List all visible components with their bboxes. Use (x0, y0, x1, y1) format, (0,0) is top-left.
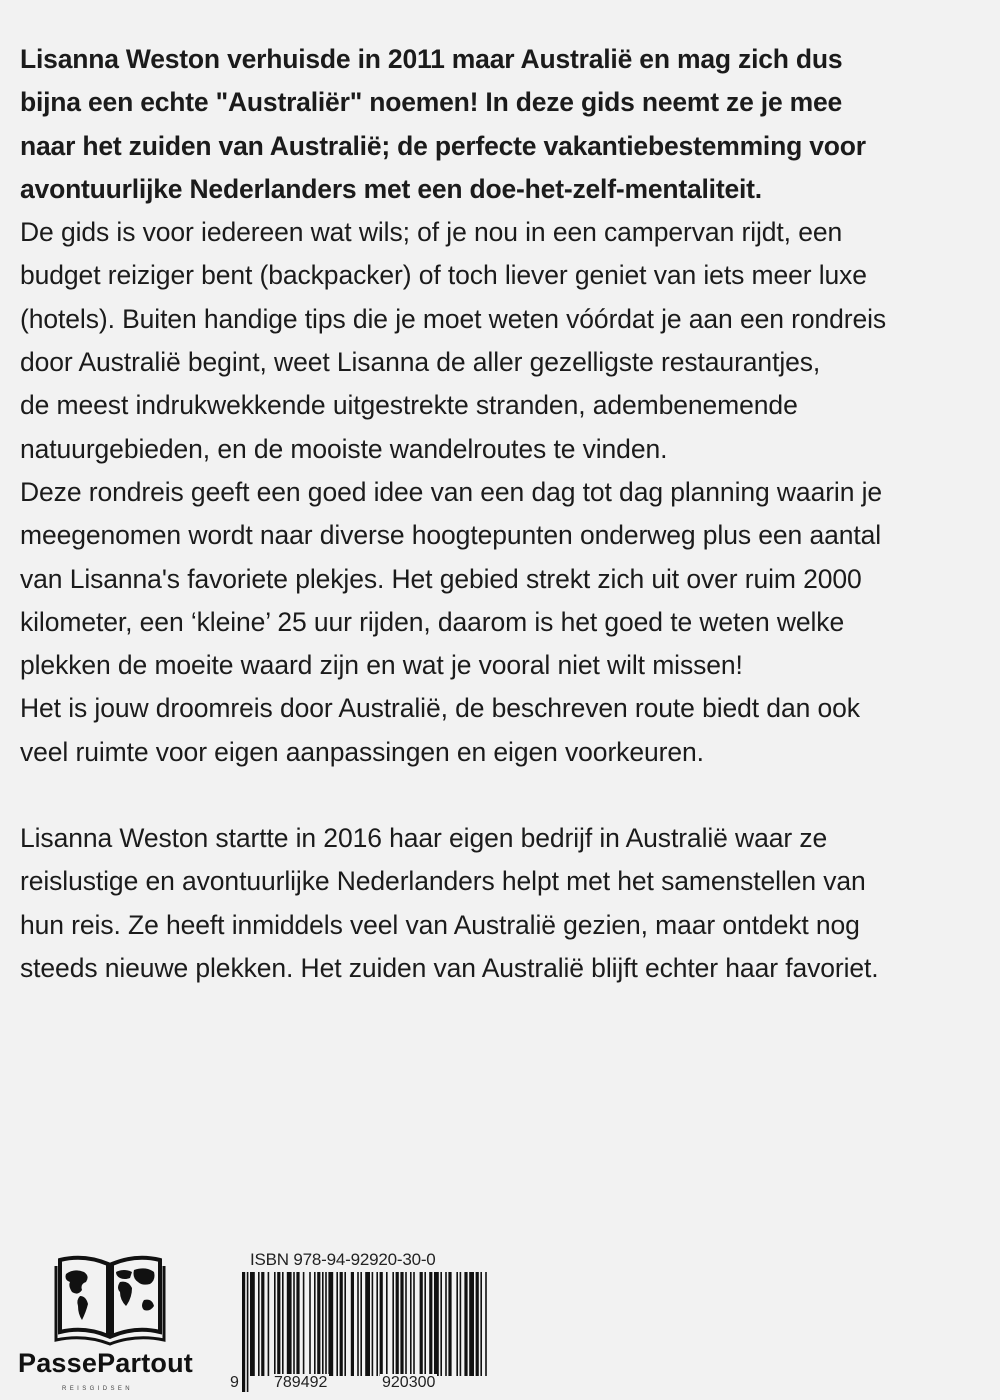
author-bio-line: hun reis. Ze heeft inmiddels veel van Australië gezien, maar ontdekt nog (20, 909, 860, 940)
barcode-bar (429, 1272, 432, 1376)
barcode-bar (274, 1272, 276, 1376)
barcode-bar (287, 1272, 292, 1376)
publisher-tagline: REISGIDSEN (62, 1386, 134, 1392)
barcode-bar (434, 1272, 439, 1376)
barcode-bar (476, 1272, 479, 1376)
barcode-bar (420, 1272, 423, 1376)
isbn-barcode (228, 1250, 508, 1400)
body-line: De gids is voor iedereen wat wils; of je nou in een campervan rijdt, een (20, 217, 843, 248)
barcode-digit-group: 789492 (274, 1374, 328, 1391)
author-bio-line: Lisanna Weston startte in 2016 haar eigen bedrijf in Australië waar ze (20, 823, 828, 854)
barcode-bar (365, 1272, 370, 1376)
barcode-bar (485, 1272, 487, 1376)
barcode-bar (261, 1272, 264, 1376)
barcode-bar (392, 1272, 394, 1376)
author-bio-line: steeds nieuwe plekken. Het zuiden van Australië blijft echter haar favoriet. (20, 952, 879, 983)
body-line: (hotels). Buiten handige tips die je moet weten vóórdat je aan een rondreis (20, 303, 887, 334)
barcode-bar (445, 1272, 447, 1376)
publisher-name: PassePartout (18, 1348, 193, 1378)
barcode-bar (247, 1272, 249, 1392)
barcode-bar (303, 1272, 305, 1376)
blurb-text (20, 38, 980, 990)
barcode-bar (410, 1272, 412, 1376)
barcode-bar (351, 1272, 354, 1376)
barcode-bar (480, 1272, 482, 1376)
barcode-bar (336, 1272, 338, 1376)
barcode-bar (386, 1272, 388, 1376)
barcode-bar (328, 1272, 333, 1376)
barcode-bar (372, 1272, 374, 1376)
barcode-bar (448, 1272, 451, 1376)
lead-line: naar het zuiden van Australië; de perfecte vakantiebestemming voor (20, 130, 866, 161)
barcode-bar (360, 1272, 362, 1376)
body-line: natuurgebieden, en de mooiste wandelroutes te vinden. (20, 433, 668, 464)
body-line: meegenomen wordt naar diverse hoogtepunten onderweg plus een aantal (20, 520, 882, 551)
barcode-bar (293, 1272, 295, 1376)
lead-line: bijna een echte "Australiër" noemen! In deze gids neemt ze je mee (20, 87, 843, 118)
barcode-bar (440, 1272, 442, 1376)
barcode-bar (258, 1272, 260, 1376)
barcode-digit-group: 920300 (382, 1374, 436, 1391)
barcode-bar (413, 1272, 415, 1376)
barcode-bar (277, 1272, 280, 1376)
barcode-bar (242, 1272, 245, 1392)
barcode-bar (380, 1272, 383, 1376)
barcode-bar (340, 1272, 343, 1376)
body-line: door Australië begint, weet Lisanna de aller gezelligste restaurantjes, (20, 347, 821, 378)
barcode-bar (456, 1272, 458, 1376)
barcode-bar (424, 1272, 426, 1376)
lead-line: Lisanna Weston verhuisde in 2011 maar Australië en mag zich dus (20, 44, 843, 74)
barcode-digit-first: 9 (230, 1374, 239, 1391)
barcode-bar (376, 1272, 378, 1376)
barcode-bar (464, 1272, 467, 1376)
body-line: veel ruimte voor eigen aanpassingen en eigen voorkeuren. (20, 736, 704, 767)
barcode-bar (469, 1272, 474, 1376)
barcode-bar (282, 1272, 284, 1376)
barcode-bar (460, 1272, 462, 1376)
publisher-logo (18, 1250, 218, 1398)
body-line: van Lisanna's favoriete plekjes. Het gebied strekt zich uit over ruim 2000 (20, 563, 862, 594)
body-line: Deze rondreis geeft een goed idee van een dag tot dag planning waarin je (20, 476, 883, 507)
barcode-bar (344, 1272, 346, 1376)
barcode-bar (357, 1272, 359, 1376)
body-line: Het is jouw droomreis door Australië, de beschreven route biedt dan ook (20, 693, 860, 724)
body-line: plekken de moeite waard zijn en wat je vooral niet wilt missen! (20, 650, 743, 681)
barcode-bar (309, 1272, 311, 1376)
open-book-world-map-icon (54, 1250, 166, 1346)
barcode-bar (314, 1272, 316, 1376)
barcode-bar (268, 1272, 270, 1376)
body-line: kilometer, een ‘kleine’ 25 uur rijden, daarom is het goed te weten welke (20, 606, 845, 637)
isbn-number: ISBN 978-94-92920-30-0 (250, 1250, 436, 1269)
lead-line: avontuurlijke Nederlanders met een doe-het-zelf-mentaliteit. (20, 173, 762, 204)
barcode-bar (396, 1272, 399, 1376)
author-bio-line: reislustige en avontuurlijke Nederlanders helpt met het samenstellen van (20, 866, 866, 897)
barcode-bar (296, 1272, 299, 1376)
body-line: budget reiziger bent (backpacker) of toch liever geniet van iets meer luxe (20, 260, 867, 291)
body-line: de meest indrukwekkende uitgestrekte stranden, adembenemende (20, 390, 798, 421)
paragraph-gap (20, 774, 980, 817)
barcode-bar (317, 1272, 320, 1376)
barcode-bar (250, 1272, 255, 1376)
